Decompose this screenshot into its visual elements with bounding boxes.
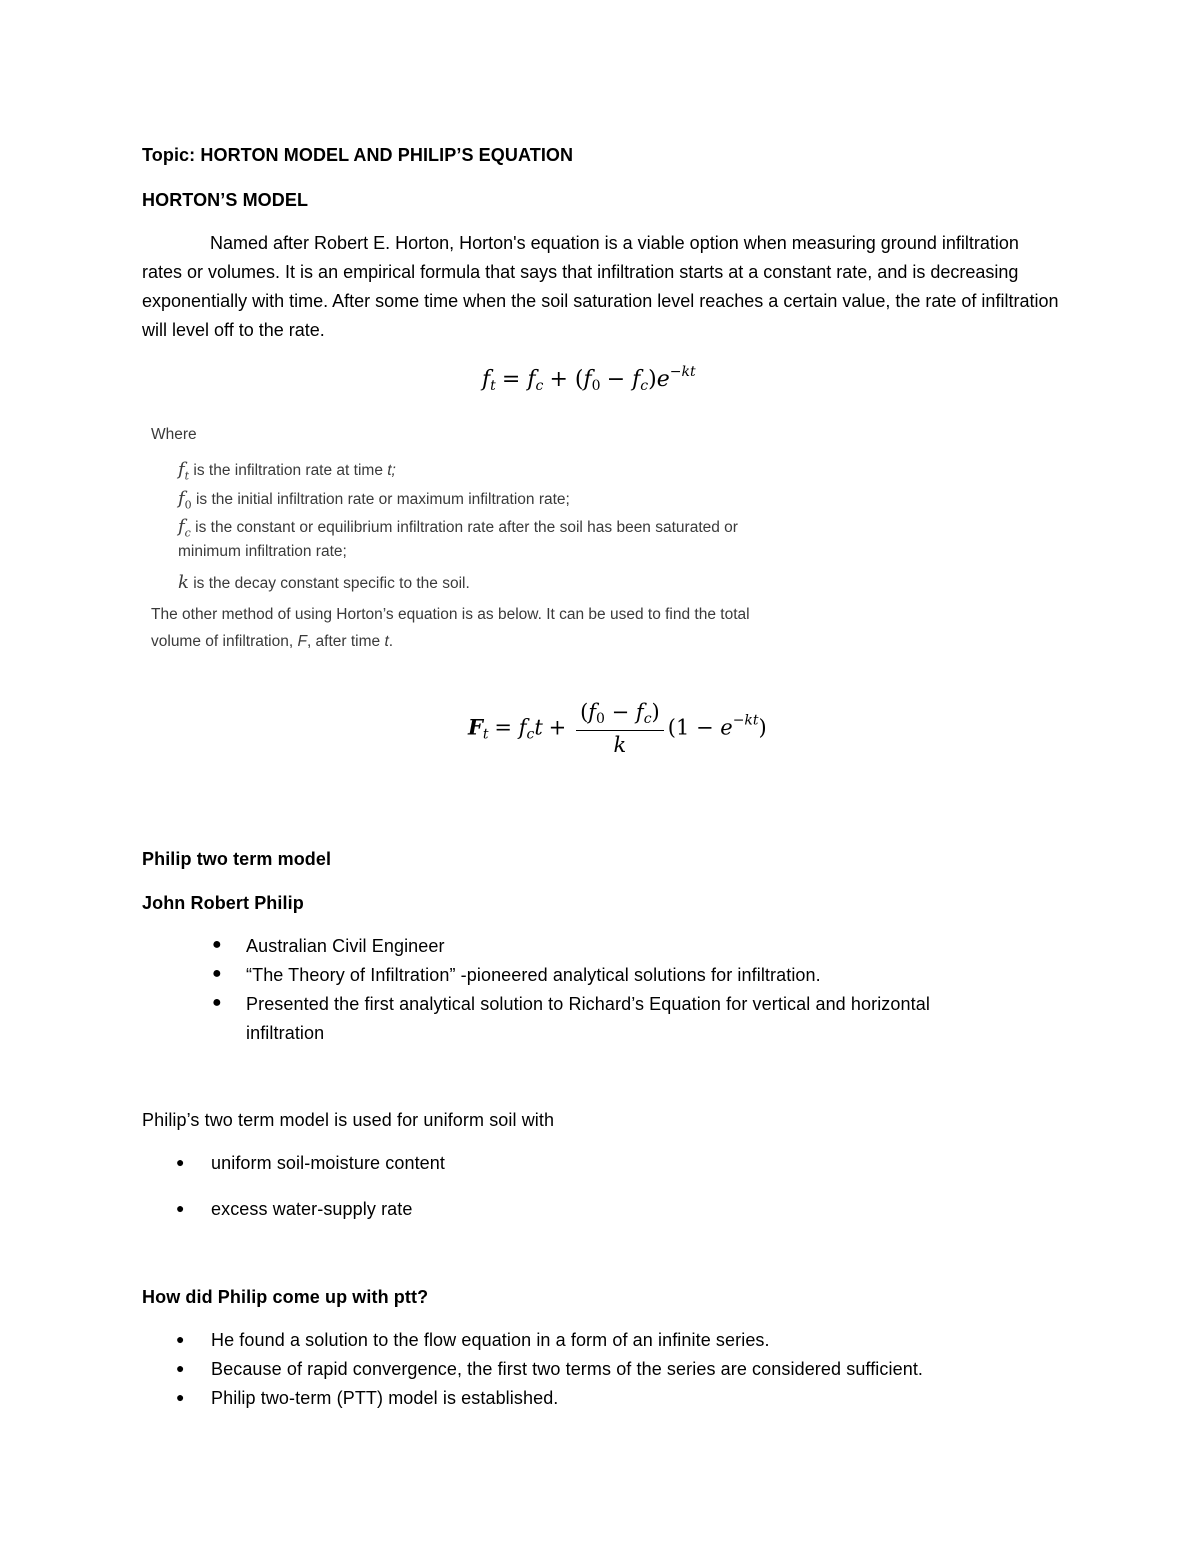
definition-k: k is the decay constant specific to the soil. — [178, 572, 470, 593]
symbol-k: k — [178, 572, 189, 593]
symbol-f0: $f_0$ — [178, 488, 192, 512]
where-label: Where — [151, 426, 197, 443]
bullet-icon: ● — [176, 1200, 185, 1216]
condition-item: excess water-supply rate — [211, 1199, 413, 1219]
definition-fc: $f_c$ is the constant or equilibrium infiltration rate after the soil has been saturated or — [178, 516, 738, 540]
horton-rate-equation: $f_t = f_c + (f_0 - f_c)e^{-kt}$ — [482, 364, 696, 394]
other-method-line-1: The other method of using Horton’s equation is as below. It can be used to find the total — [151, 606, 750, 623]
symbol-ft: $f_t$ — [178, 459, 190, 483]
fact-item: Presented the first analytical solution to Richard’s Equation for vertical and horizontal — [246, 994, 930, 1014]
topic-line — [142, 141, 573, 170]
fact-item: Australian Civil Engineer — [246, 936, 445, 956]
fact-item: “The Theory of Infiltration” -pioneered analytical solutions for infiltration. — [246, 965, 821, 985]
definition-f0: $f_0$ is the initial infiltration rate or maximum infiltration rate; — [178, 488, 570, 512]
bullet-icon: ● — [176, 1154, 185, 1170]
fact-item-continued: infiltration — [246, 1023, 325, 1043]
bullet-icon: ● — [212, 965, 222, 982]
usage-intro: Philip’s two term model is used for uniform soil with — [142, 1110, 555, 1130]
horton-paragraph: Named after Robert E. Horton, Horton's equation is a viable option when measuring ground infiltration rates or volumes. It is an empirical formula that says that infiltration starts at a constant rate, and is decreasing exponentially with time. After some time when the soil saturation level reaches a certain value, the rate of infiltration will level off to the rate. — [142, 233, 1059, 340]
topic-label: Topic: — [142, 145, 196, 165]
bullet-icon: ● — [176, 1389, 185, 1405]
philip-subheading: John Robert Philip — [142, 893, 304, 913]
bullet-icon: ● — [176, 1331, 185, 1347]
bullet-icon: ● — [212, 994, 222, 1011]
answer-item: He found a solution to the flow equation in a form of an infinite series. — [211, 1330, 770, 1350]
definition-fc-continued: minimum infiltration rate; — [178, 543, 347, 560]
bullet-icon: ● — [212, 936, 222, 953]
condition-item: uniform soil-moisture content — [211, 1153, 445, 1173]
answer-item: Philip two-term (PTT) model is established. — [211, 1388, 559, 1408]
question-heading: How did Philip come up with ptt? — [142, 1287, 429, 1307]
philip-heading: Philip two term model — [142, 849, 332, 869]
horton-volume-equation: $F_t = f_ct$ + $\frac{(f_0 - f_c)}{k}$ $(1 - e^{-kt})$ — [468, 700, 767, 757]
topic-title: HORTON MODEL AND PHILIP’S EQUATION — [200, 145, 574, 165]
definition-ft: $f_t$ is the infiltration rate at time t; — [178, 459, 396, 483]
horton-heading: HORTON’S MODEL — [142, 190, 309, 210]
other-method-line-2: volume of infiltration, F, after time t. — [151, 633, 394, 650]
bullet-icon: ● — [176, 1360, 185, 1376]
symbol-fc: $f_c$ — [178, 516, 191, 540]
answer-item: Because of rapid convergence, the first two terms of the series are considered sufficient. — [211, 1359, 924, 1379]
fraction: $\frac{(f_0 - f_c)}{k}$ — [576, 700, 664, 758]
